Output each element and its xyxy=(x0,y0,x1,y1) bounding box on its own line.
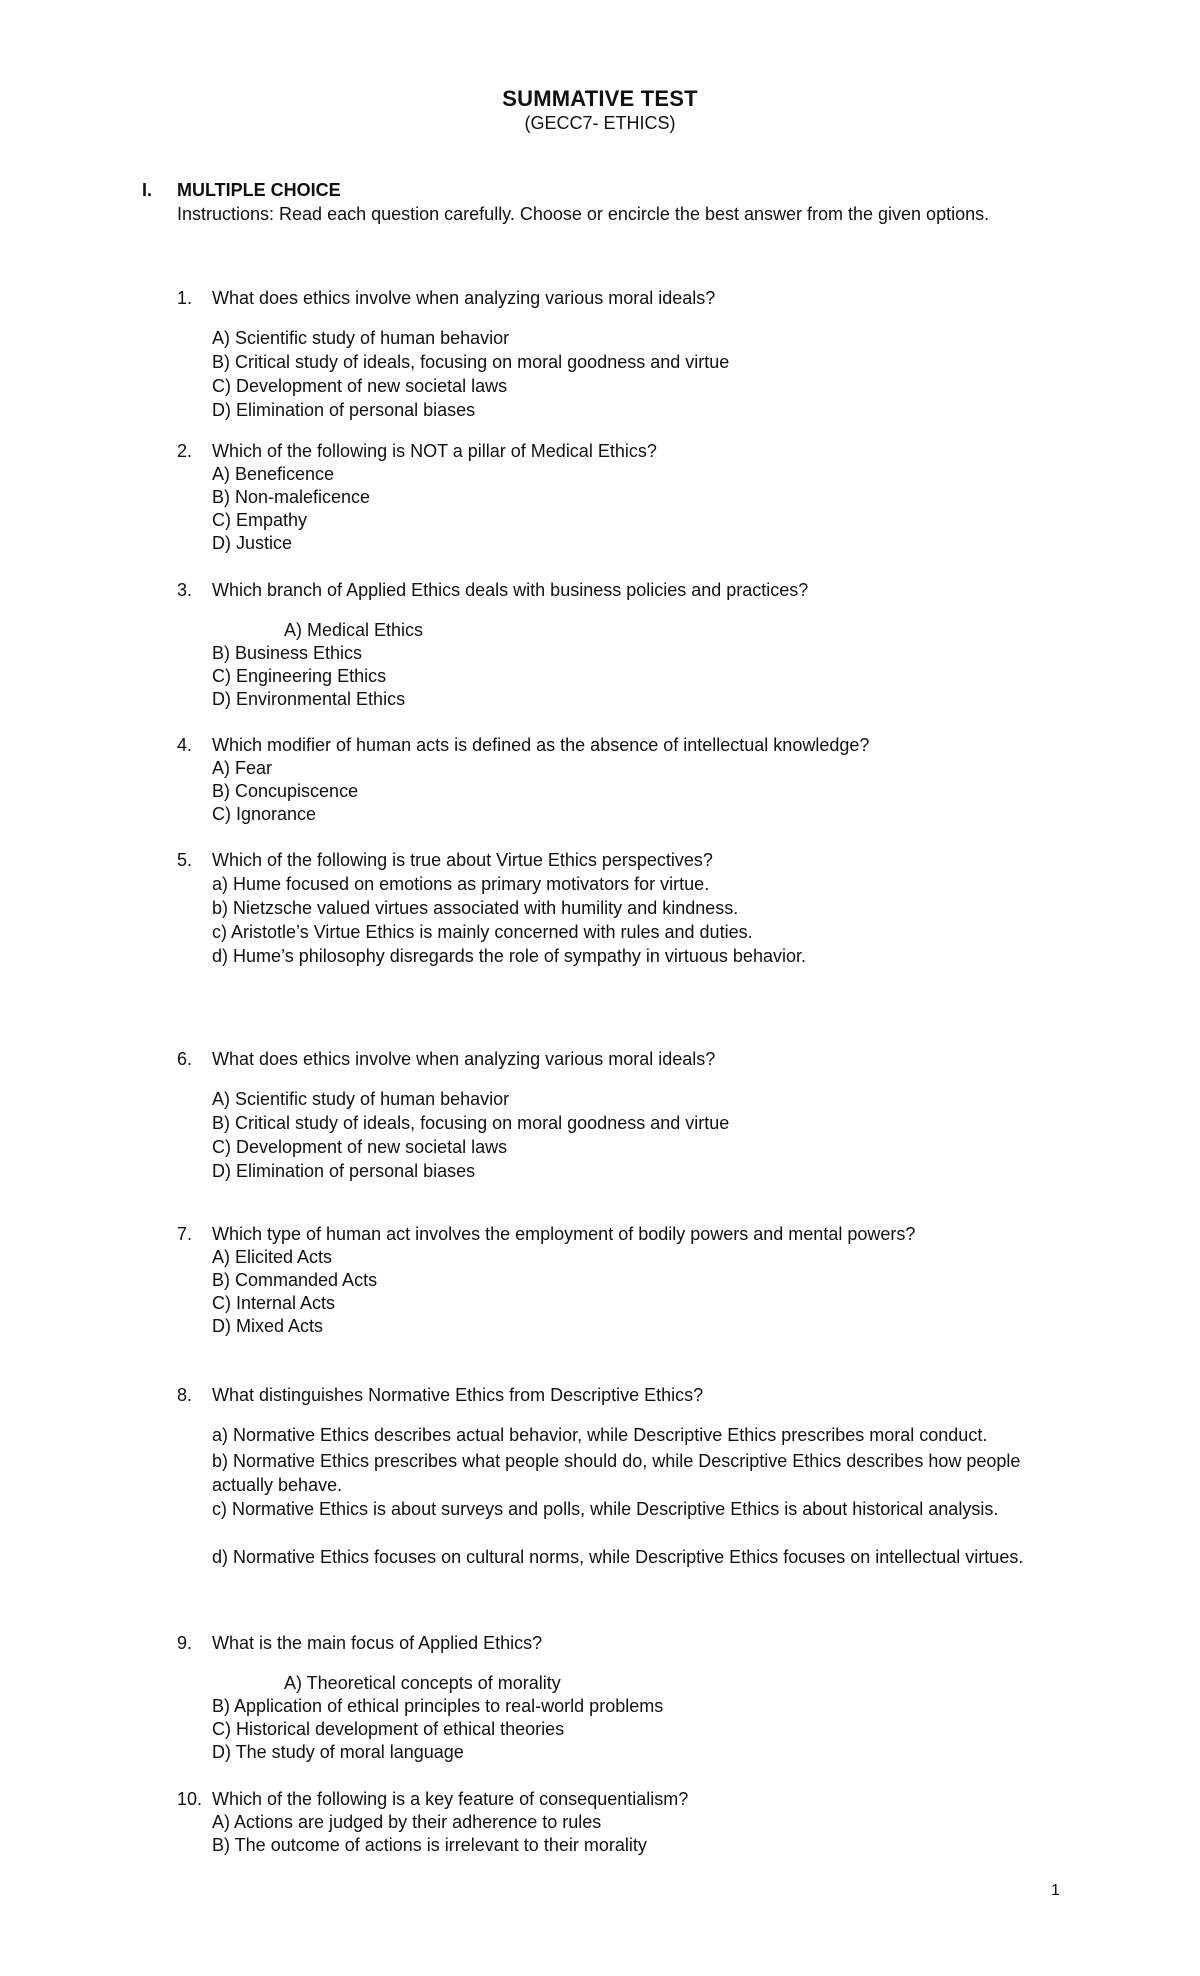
answer-option[interactable]: B) The outcome of actions is irrelevant to their morality xyxy=(212,1835,647,1855)
answer-option[interactable]: B) Business Ethics xyxy=(212,643,363,663)
answer-option[interactable]: d) Normative Ethics focuses on cultural norms, while Descriptive Ethics focuses on intellectual virtues. xyxy=(212,1547,1024,1567)
answer-option[interactable]: D) Elimination of personal biases xyxy=(212,400,476,420)
answer-option[interactable]: B) Critical study of ideals, focusing on moral goodness and virtue xyxy=(212,1113,730,1133)
answer-option[interactable]: A) Actions are judged by their adherence to rules xyxy=(212,1812,602,1832)
section-instructions: Instructions: Read each question carefully. Choose or encircle the best answer from the given options. xyxy=(177,204,990,224)
section-title: MULTIPLE CHOICE xyxy=(177,180,341,200)
question-text: Which of the following is a key feature of consequentialism? xyxy=(212,1789,689,1809)
answer-option[interactable]: B) Application of ethical principles to real-world problems xyxy=(212,1696,664,1716)
answer-option[interactable]: c) Aristotle’s Virtue Ethics is mainly concerned with rules and duties. xyxy=(212,922,753,942)
question-number: 1. xyxy=(177,288,193,308)
answer-option[interactable]: C) Historical development of ethical theories xyxy=(212,1719,565,1739)
question-number: 4. xyxy=(177,735,193,755)
answer-option[interactable]: C) Development of new societal laws xyxy=(212,1137,508,1157)
answer-option[interactable]: b) Normative Ethics prescribes what people should do, while Descriptive Ethics describes how people actually behave. xyxy=(212,1451,1021,1495)
answer-option[interactable]: B) Critical study of ideals, focusing on moral goodness and virtue xyxy=(212,352,730,372)
answer-option[interactable]: B) Concupiscence xyxy=(212,781,359,801)
question-number: 7. xyxy=(177,1224,193,1244)
answer-option[interactable]: B) Commanded Acts xyxy=(212,1270,378,1290)
answer-option[interactable]: A) Scientific study of human behavior xyxy=(212,328,510,348)
page-number: 1 xyxy=(1051,1882,1060,1899)
question-text: Which branch of Applied Ethics deals with business policies and practices? xyxy=(212,580,809,600)
answer-option[interactable]: A) Theoretical concepts of morality xyxy=(284,1673,561,1693)
answer-option[interactable]: d) Hume’s philosophy disregards the role of sympathy in virtuous behavior. xyxy=(212,946,806,966)
answer-option[interactable]: C) Empathy xyxy=(212,510,308,530)
answer-option[interactable]: D) Justice xyxy=(212,533,293,553)
answer-option[interactable]: A) Fear xyxy=(212,758,273,778)
answer-option[interactable]: c) Normative Ethics is about surveys and polls, while Descriptive Ethics is about historical analysis. xyxy=(212,1499,999,1519)
question-text: Which modifier of human acts is defined as the absence of intellectual knowledge? xyxy=(212,735,870,755)
question-number: 5. xyxy=(177,850,193,870)
answer-option[interactable]: D) The study of moral language xyxy=(212,1742,464,1762)
question-number: 10. xyxy=(177,1789,203,1809)
answer-option[interactable]: C) Internal Acts xyxy=(212,1293,336,1313)
answer-option[interactable]: D) Environmental Ethics xyxy=(212,689,406,709)
answer-option[interactable]: A) Beneficence xyxy=(212,464,335,484)
answer-option[interactable]: B) Non-maleficence xyxy=(212,487,371,507)
answer-option[interactable]: a) Normative Ethics describes actual behavior, while Descriptive Ethics prescribes moral conduct. xyxy=(212,1425,988,1445)
question-number: 8. xyxy=(177,1385,193,1405)
question-number: 2. xyxy=(177,441,193,461)
question-text: What distinguishes Normative Ethics from Descriptive Ethics? xyxy=(212,1385,704,1405)
answer-option[interactable]: D) Mixed Acts xyxy=(212,1316,324,1336)
answer-option[interactable]: C) Engineering Ethics xyxy=(212,666,387,686)
answer-option[interactable]: A) Medical Ethics xyxy=(284,620,424,640)
question-text: Which of the following is true about Virtue Ethics perspectives? xyxy=(212,850,713,870)
document-subtitle: (GECC7- ETHICS) xyxy=(524,113,676,133)
section-number: I. xyxy=(142,180,153,200)
question-text: What does ethics involve when analyzing various moral ideals? xyxy=(212,288,716,308)
question-number: 9. xyxy=(177,1633,193,1653)
question-number: 3. xyxy=(177,580,193,600)
answer-option[interactable]: b) Nietzsche valued virtues associated with humility and kindness. xyxy=(212,898,739,918)
question-text: Which type of human act involves the employment of bodily powers and mental powers? xyxy=(212,1224,916,1244)
answer-option[interactable]: A) Elicited Acts xyxy=(212,1247,333,1267)
answer-option[interactable]: A) Scientific study of human behavior xyxy=(212,1089,510,1109)
question-text: Which of the following is NOT a pillar of Medical Ethics? xyxy=(212,441,657,461)
question-text: What does ethics involve when analyzing various moral ideals? xyxy=(212,1049,716,1069)
answer-option[interactable]: C) Development of new societal laws xyxy=(212,376,508,396)
answer-option[interactable]: C) Ignorance xyxy=(212,804,317,824)
question-number: 6. xyxy=(177,1049,193,1069)
document-title: SUMMATIVE TEST xyxy=(502,86,698,111)
question-text: What is the main focus of Applied Ethics? xyxy=(212,1633,543,1653)
answer-option[interactable]: a) Hume focused on emotions as primary motivators for virtue. xyxy=(212,874,710,894)
answer-option[interactable]: D) Elimination of personal biases xyxy=(212,1161,476,1181)
